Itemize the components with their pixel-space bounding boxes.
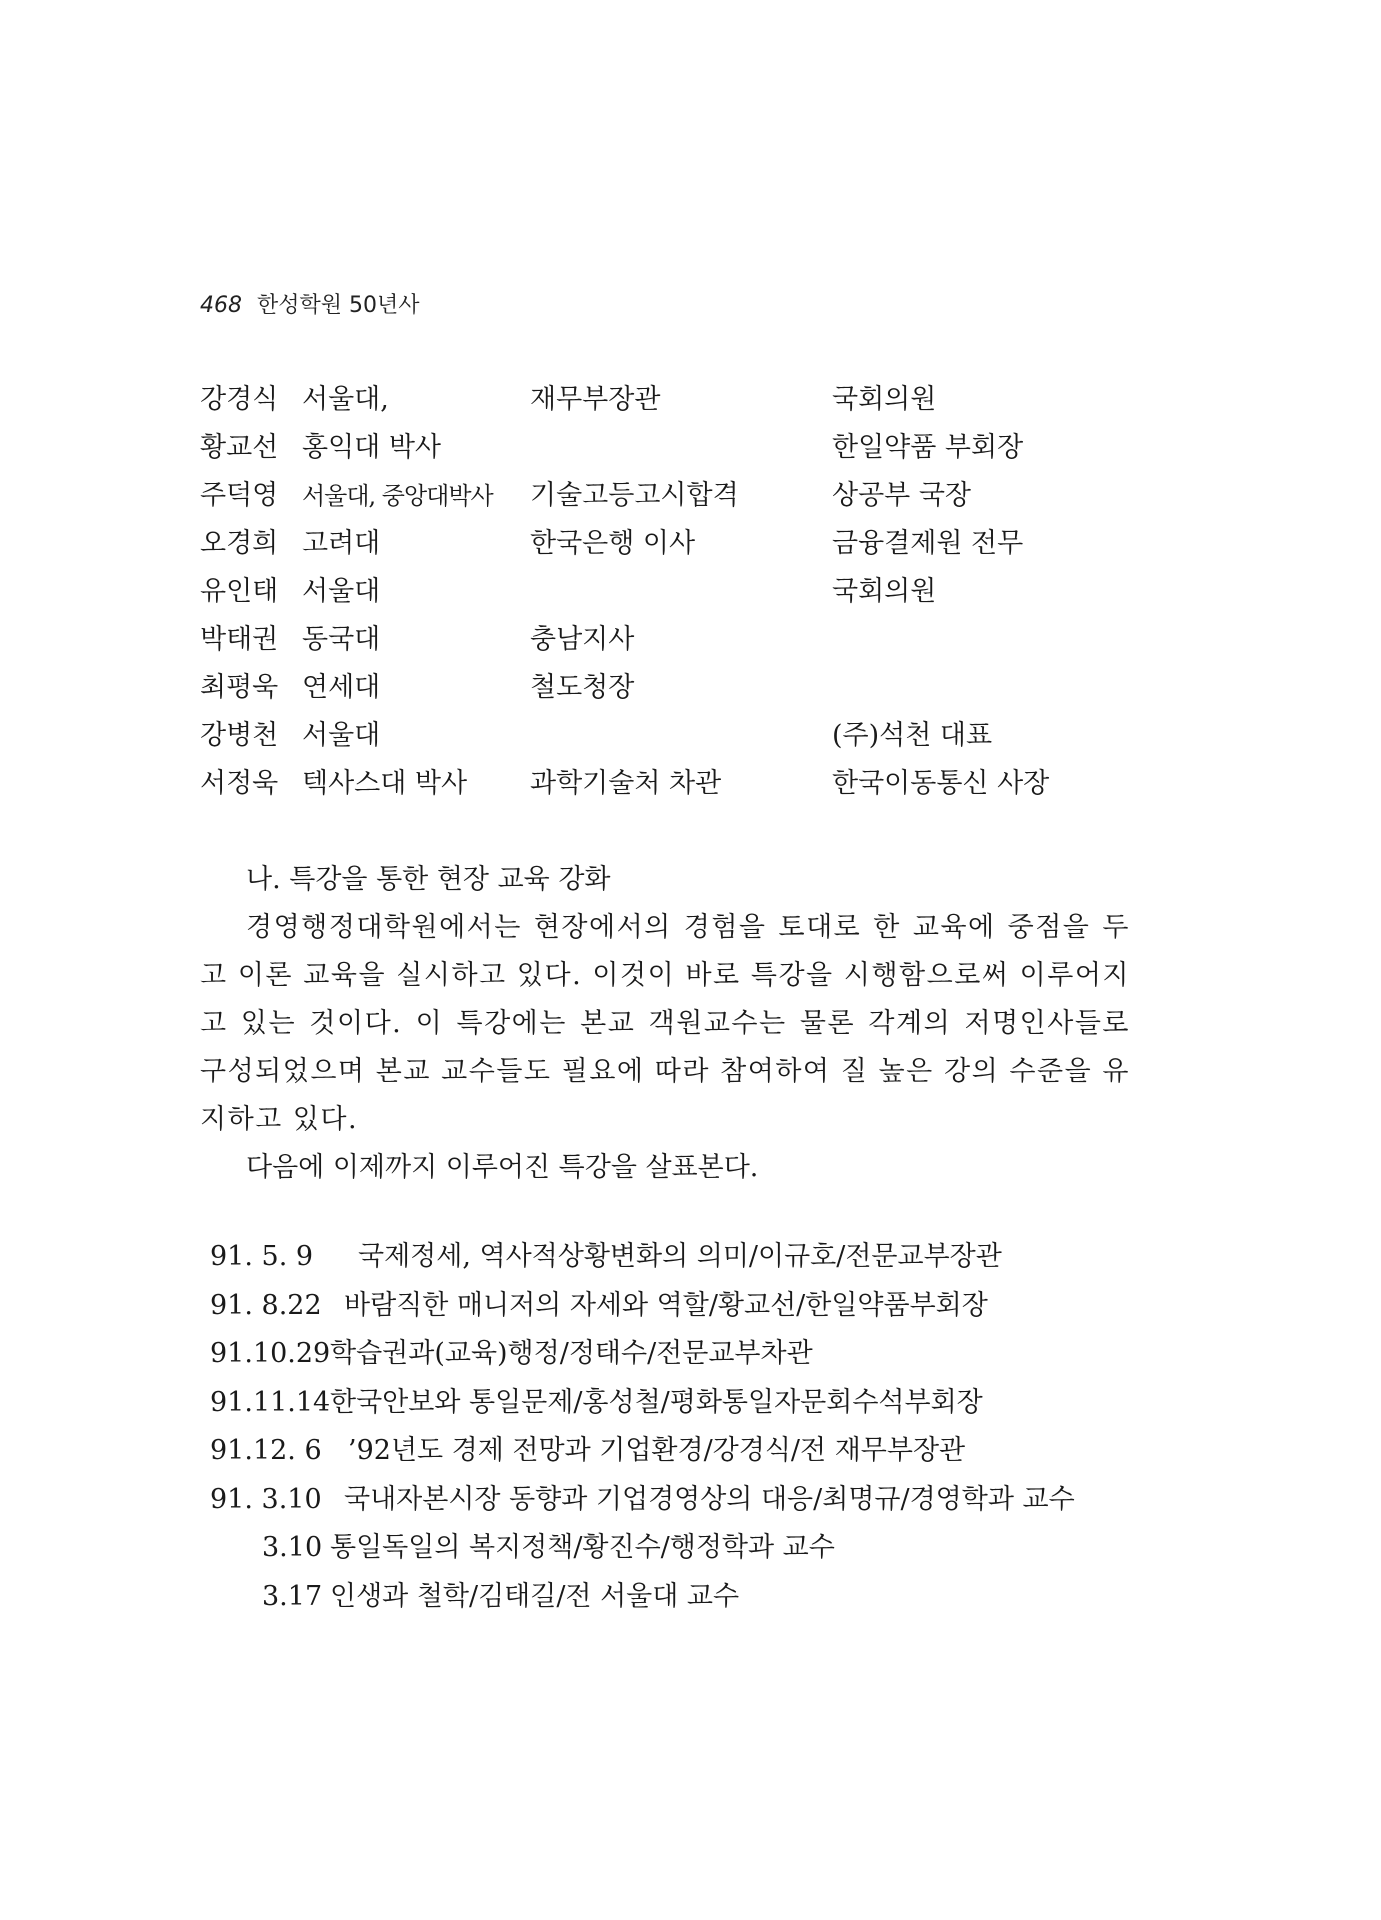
alumni-school: 고려대 (302, 528, 381, 559)
roster-row (200, 376, 1160, 424)
alumni-name: 서정욱 (200, 768, 279, 799)
alumni-position: 과학기술처 차관 (530, 768, 722, 799)
alumni-name: 유인태 (200, 576, 279, 607)
book-title: 한성학원 50년사 (257, 293, 420, 318)
alumni-name: 주덕영 (200, 480, 279, 511)
lecture-title: 학습권과(교육)행정/정태수/전문교부차관 (330, 1338, 813, 1369)
lecture-title: 한국안보와 통일문제/홍성철/평화통일자문회수석부회장 (330, 1386, 983, 1418)
lecture-item (210, 1476, 1150, 1525)
alumni-name: 최평욱 (200, 672, 279, 703)
lecture-date: 3.10 (262, 1532, 323, 1563)
alumni-position: 철도청장 (530, 672, 635, 703)
roster-row (200, 520, 1160, 568)
lecture-date: 91. 5. 9 (210, 1241, 314, 1272)
lecture-date: 91.12. 6 (210, 1435, 322, 1466)
alumni-roster (200, 376, 1160, 808)
roster-row (200, 424, 1160, 472)
alumni-position: 재무부장관 (530, 384, 661, 415)
alumni-school: 연세대 (302, 672, 381, 703)
roster-row (200, 760, 1160, 808)
body-paragraph: 경영행정대학원에서는 현장에서의 경험을 토대로 한 교육에 중점을 두고 이론 교육을 실시하고 있다. 이것이 바로 특강을 시행함으로써 이루어지고 있는 것이다. 이 특강에는 본교 객원교수는 물론 각계의 저명인사들로 구성되었으며 본교 교수들도 필요에 따라 참여하여 질 높은 강의 수준을 유지하고 있다. (200, 912, 1130, 1135)
roster-row (200, 472, 1160, 520)
alumni-school: 홍익대 박사 (302, 432, 441, 463)
alumni-current-position: (주)석천 대표 (832, 720, 993, 751)
lecture-item (210, 1427, 1150, 1476)
lecture-date: 91. 3.10 (210, 1483, 322, 1515)
alumni-name: 오경희 (200, 528, 279, 559)
page-number: 468 (200, 293, 242, 318)
alumni-name: 강경식 (200, 384, 279, 415)
alumni-current-position: 상공부 국장 (832, 480, 971, 511)
alumni-school: 텍사스대 박사 (302, 768, 468, 799)
alumni-school: 서울대, 중앙대박사 (302, 482, 493, 510)
lecture-date: 3.17 (262, 1580, 323, 1612)
roster-row (200, 616, 1160, 664)
lecture-item (210, 1524, 1150, 1573)
alumni-current-position: 국회의원 (832, 576, 937, 607)
roster-row (200, 664, 1160, 712)
special-lecture-section (200, 856, 1130, 1192)
lecture-item (210, 1233, 1150, 1282)
lecture-title: 국제정세, 역사적상황변화의 의미/이규호/전문교부장관 (358, 1241, 1002, 1272)
lecture-date: 91.10.29 (210, 1338, 331, 1369)
lecture-title: ’92년도 경제 전망과 기업환경/강경식/전 재무부장관 (348, 1435, 966, 1466)
lecture-list (210, 1233, 1150, 1621)
roster-row (200, 568, 1160, 616)
lecture-title: 바람직한 매니저의 자세와 역할/황교선/한일약품부회장 (344, 1289, 988, 1321)
alumni-name: 강병천 (200, 720, 279, 751)
lecture-item (210, 1379, 1150, 1428)
roster-row (200, 712, 1160, 760)
lecture-date: 91.11.14 (210, 1386, 331, 1418)
alumni-position: 충남지사 (530, 624, 635, 655)
section-heading: 나. 특강을 통한 현장 교육 강화 (246, 864, 611, 895)
lecture-item (210, 1573, 1150, 1622)
lecture-date: 91. 8.22 (210, 1289, 322, 1321)
alumni-name: 황교선 (200, 432, 279, 463)
alumni-school: 서울대 (302, 720, 381, 751)
alumni-current-position: 국회의원 (832, 384, 937, 415)
alumni-name: 박태권 (200, 624, 279, 655)
alumni-school: 동국대 (302, 624, 381, 655)
alumni-school: 서울대, (302, 384, 389, 415)
alumni-school: 서울대 (302, 576, 381, 607)
lecture-title: 국내자본시장 동향과 기업경영상의 대응/최명규/경영학과 교수 (344, 1483, 1075, 1515)
alumni-position: 기술고등고시합격 (530, 480, 739, 511)
lecture-title: 통일독일의 복지정책/황진수/행정학과 교수 (330, 1532, 835, 1563)
alumni-current-position: 한국이동통신 사장 (832, 768, 1050, 799)
lecture-title: 인생과 철학/김태길/전 서울대 교수 (330, 1580, 740, 1612)
body-paragraph: 다음에 이제까지 이루어진 특강을 살표본다. (246, 1152, 759, 1183)
lecture-item (210, 1330, 1150, 1379)
lecture-item (210, 1282, 1150, 1331)
alumni-current-position: 한일약품 부회장 (832, 432, 1024, 463)
running-header (200, 288, 420, 319)
alumni-current-position: 금융결제원 전무 (832, 528, 1024, 559)
alumni-position: 한국은행 이사 (530, 528, 696, 559)
